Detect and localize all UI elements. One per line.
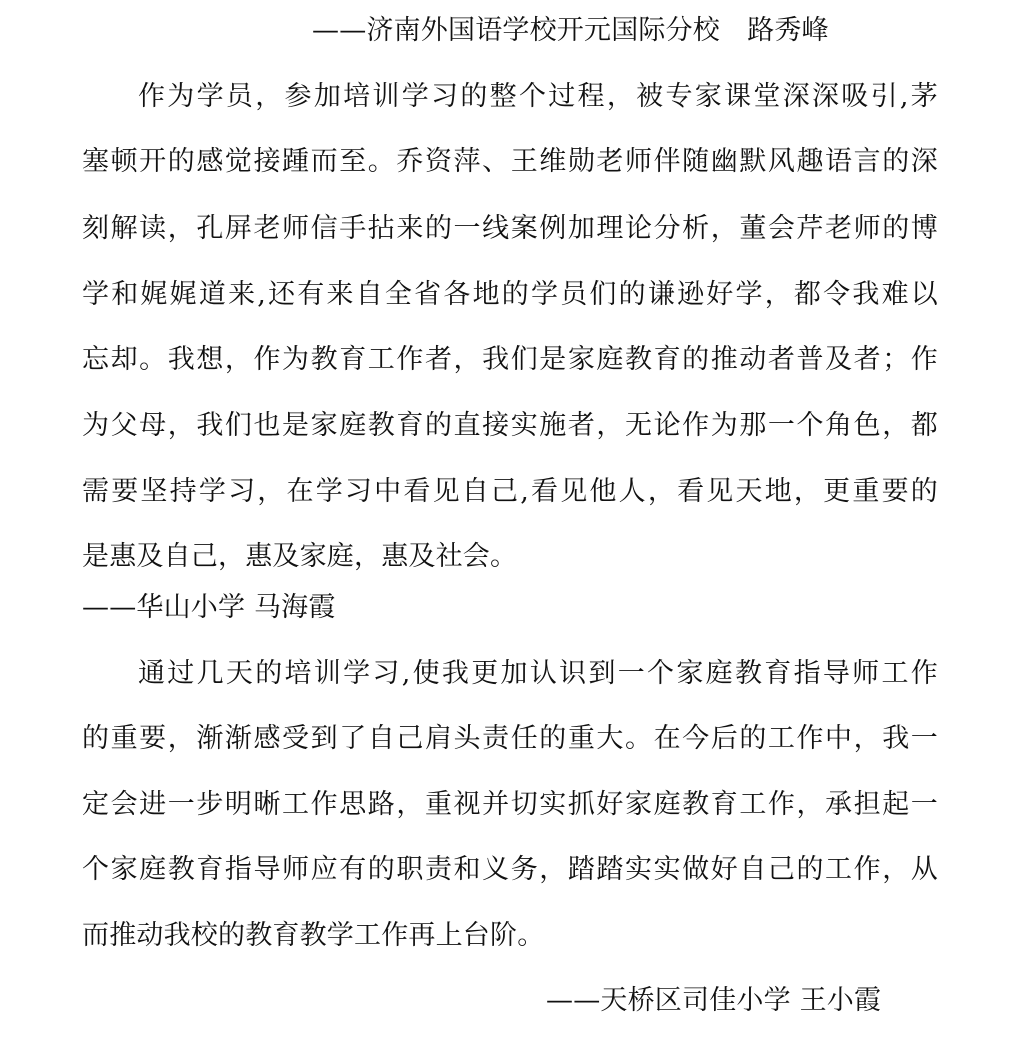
paragraph-line: 刻解读，孔屏老师信手拈来的一线案例加理论分析，董会芹老师的博 (82, 213, 938, 244)
paragraph-line: 作为学员，参加培训学习的整个过程，被专家课堂深深吸引,茅 (138, 81, 938, 112)
paragraph-line: 是惠及自己，惠及家庭，惠及社会。 (82, 541, 518, 572)
paragraph-line: 忘却。我想，作为教育工作者，我们是家庭教育的推动者普及者；作 (82, 344, 938, 375)
paragraph-line: 通过几天的培训学习,使我更加认识到一个家庭教育指导师工作 (138, 658, 938, 689)
paragraph-line: 需要坚持学习，在学习中看见自己,看见他人，看见天地，更重要的 (82, 476, 938, 507)
paragraph-line: 塞顿开的感觉接踵而至。乔资萍、王维勋老师伴随幽默风趣语言的深 (82, 146, 938, 177)
paragraph-line: 的重要，渐渐感受到了自己肩头责任的重大。在今后的工作中，我一 (82, 723, 938, 754)
signature-line: ——华山小学 马海霞 (82, 592, 336, 623)
paragraph-line: 为父母，我们也是家庭教育的直接实施者，无论作为那一个角色，都 (82, 410, 938, 441)
signature-line: ——天桥区司佳小学 王小霞 (546, 985, 882, 1016)
paragraph-line: 个家庭教育指导师应有的职责和义务，踏踏实实做好自己的工作，从 (82, 854, 938, 885)
paragraph-line: 学和娓娓道来,还有来自全省各地的学员们的谦逊好学，都令我难以 (82, 279, 938, 310)
signature-line: ——济南外国语学校开元国际分校 路秀峰 (312, 15, 829, 46)
paragraph-line: 而推动我校的教育教学工作再上台阶。 (82, 920, 545, 951)
paragraph-line: 定会进一步明晰工作思路，重视并切实抓好家庭教育工作，承担起一 (82, 789, 938, 820)
